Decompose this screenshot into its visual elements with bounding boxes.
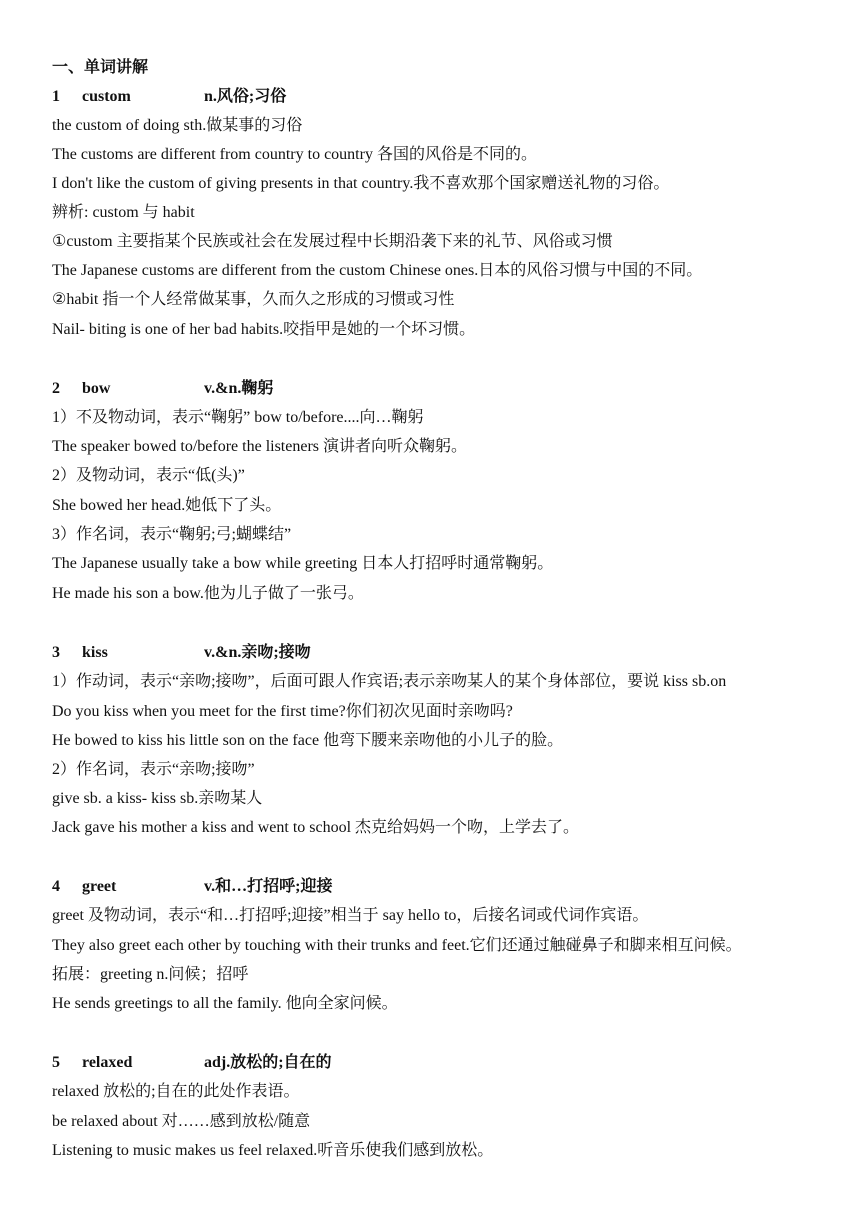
entry-line: 拓展：greeting n.问候；招呼 <box>52 966 249 983</box>
entry-line: I don't like the custom of giving presents in that country.我不喜欢那个国家赠送礼物的习俗。 <box>52 175 670 192</box>
entry-line: The customs are different from country to country 各国的风俗是不同的。 <box>52 146 537 163</box>
entry-word: custom <box>82 88 131 105</box>
entry-line: 2）及物动词，表示“低(头)” <box>52 467 245 484</box>
entry-line: ①custom 主要指某个民族或社会在发展过程中长期沿袭下来的礼节、风俗或习惯 <box>52 233 613 250</box>
entry-line: The Japanese usually take a bow while greeting 日本人打招呼时通常鞠躬。 <box>52 555 554 572</box>
entry-word: bow <box>82 380 111 397</box>
entry-line: Nail- biting is one of her bad habits.咬指甲是她的一个坏习惯。 <box>52 321 476 338</box>
entry-line: give sb. a kiss- kiss sb.亲吻某人 <box>52 790 263 807</box>
entry-line: greet 及物动词，表示“和…打招呼;迎接”相当于 say hello to，后接名词或代词作宾语。 <box>52 907 649 924</box>
entry-line: He sends greetings to all the family. 他向全家问候。 <box>52 995 398 1012</box>
entry-line: 辨析: custom 与 habit <box>52 204 195 221</box>
entry-part-of-speech: v.和…打招呼;迎接 <box>204 878 333 895</box>
entry-number: 5 <box>52 1054 60 1071</box>
entry-line: The speaker bowed to/before the listeners 演讲者向听众鞠躬。 <box>52 438 468 455</box>
entry-line: 2）作名词，表示“亲吻;接吻” <box>52 761 255 778</box>
entry-part-of-speech: adj.放松的;自在的 <box>204 1054 332 1071</box>
entry-line: 1）作动词，表示“亲吻;接吻”，后面可跟人作宾语;表示亲吻某人的某个身体部位，要说 kiss sb.on <box>52 673 727 690</box>
entry-part-of-speech: v.&n.亲吻;接吻 <box>204 644 311 661</box>
entry-line: She bowed her head.她低下了头。 <box>52 497 282 514</box>
entry-line: the custom of doing sth.做某事的习俗 <box>52 117 303 134</box>
entry-number: 4 <box>52 878 60 895</box>
entry-part-of-speech: n.风俗;习俗 <box>204 88 287 105</box>
entry-line: He made his son a bow.他为儿子做了一张弓。 <box>52 585 364 602</box>
entry-line: He bowed to kiss his little son on the face 他弯下腰来亲吻他的小儿子的脸。 <box>52 732 564 749</box>
entry-number: 3 <box>52 644 60 661</box>
entry-line: ②habit 指一个人经常做某事，久而久之形成的习惯或习性 <box>52 291 455 308</box>
entry-line: be relaxed about 对……感到放松/随意 <box>52 1113 311 1130</box>
entry-word: relaxed <box>82 1054 133 1071</box>
entry-line: 3）作名词，表示“鞠躬;弓;蝴蝶结” <box>52 526 292 543</box>
entry-word: greet <box>82 878 117 895</box>
entry-part-of-speech: v.&n.鞠躬 <box>204 380 274 397</box>
entry-line: Do you kiss when you meet for the first time?你们初次见面时亲吻吗? <box>52 703 513 720</box>
entry-line: Listening to music makes us feel relaxed.听音乐使我们感到放松。 <box>52 1142 494 1159</box>
entry-line: They also greet each other by touching with their trunks and feet.它们还通过触碰鼻子和脚来相互问候。 <box>52 937 742 954</box>
entry-line: Jack gave his mother a kiss and went to school 杰克给妈妈一个吻，上学去了。 <box>52 819 580 836</box>
entry-line: 1）不及物动词，表示“鞠躬” bow to/before....向…鞠躬 <box>52 409 424 426</box>
entry-number: 2 <box>52 380 60 397</box>
section-title: 一、单词讲解 <box>52 59 149 76</box>
entry-word: kiss <box>82 644 108 661</box>
entry-line: relaxed 放松的;自在的此处作表语。 <box>52 1083 300 1100</box>
entry-line: The Japanese customs are different from the custom Chinese ones.日本的风俗习惯与中国的不同。 <box>52 262 703 279</box>
entry-number: 1 <box>52 88 60 105</box>
